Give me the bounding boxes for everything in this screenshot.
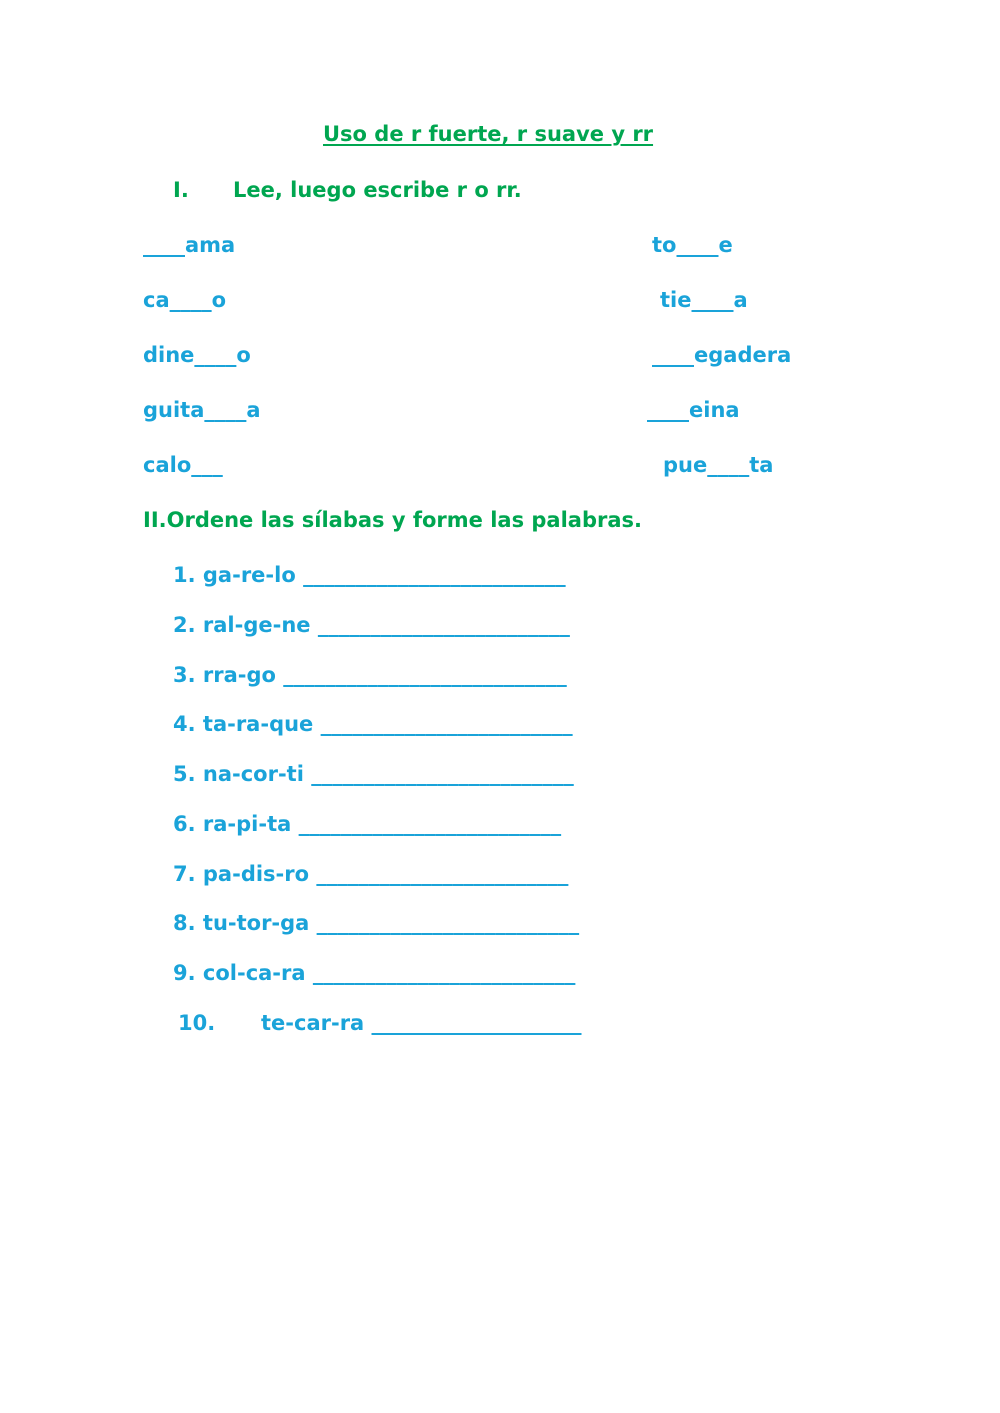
fill-word-right-1: to____e: [652, 233, 733, 257]
fill-word-left-5: calo___: [143, 453, 223, 477]
syllable-item-1: 1. ga-re-lo _________________________: [173, 563, 566, 587]
fill-word-left-1: ____ama: [143, 233, 236, 257]
syllable-item-9: 9. col-ca-ra _________________________: [173, 961, 576, 985]
syllable-item-6: 6. ra-pi-ta _________________________: [173, 812, 562, 836]
syllable-item-5: 5. na-cor-ti _________________________: [173, 762, 574, 786]
section-1-instruction: Lee, luego escribe r o rr.: [233, 178, 522, 202]
section-1-number: I.: [173, 178, 189, 202]
syllable-item-8: 8. tu-tor-ga _________________________: [173, 911, 580, 935]
syllable-item-2: 2. ral-ge-ne ________________________: [173, 613, 570, 637]
page-title: Uso de r fuerte, r suave y rr: [323, 122, 654, 146]
fill-word-right-3: ____egadera: [652, 343, 792, 367]
fill-word-left-2: ca____o: [143, 288, 227, 312]
fill-word-right-2: tie____a: [660, 288, 748, 312]
fill-word-right-4: ____eina: [647, 398, 740, 422]
syllable-item-10: te-car-ra ____________________: [261, 1011, 582, 1035]
syllable-item-4: 4. ta-ra-que ________________________: [173, 712, 573, 736]
section-2-instruction: II.Ordene las sílabas y forme las palabras.: [143, 508, 642, 532]
syllable-item-10-number: 10.: [178, 1011, 216, 1035]
fill-word-left-4: guita____a: [143, 398, 261, 422]
syllable-item-7: 7. pa-dis-ro ________________________: [173, 862, 569, 886]
fill-word-left-3: dine____o: [143, 343, 251, 367]
syllable-item-3: 3. rra-go ___________________________: [173, 663, 567, 687]
fill-word-right-5: pue____ta: [663, 453, 774, 477]
